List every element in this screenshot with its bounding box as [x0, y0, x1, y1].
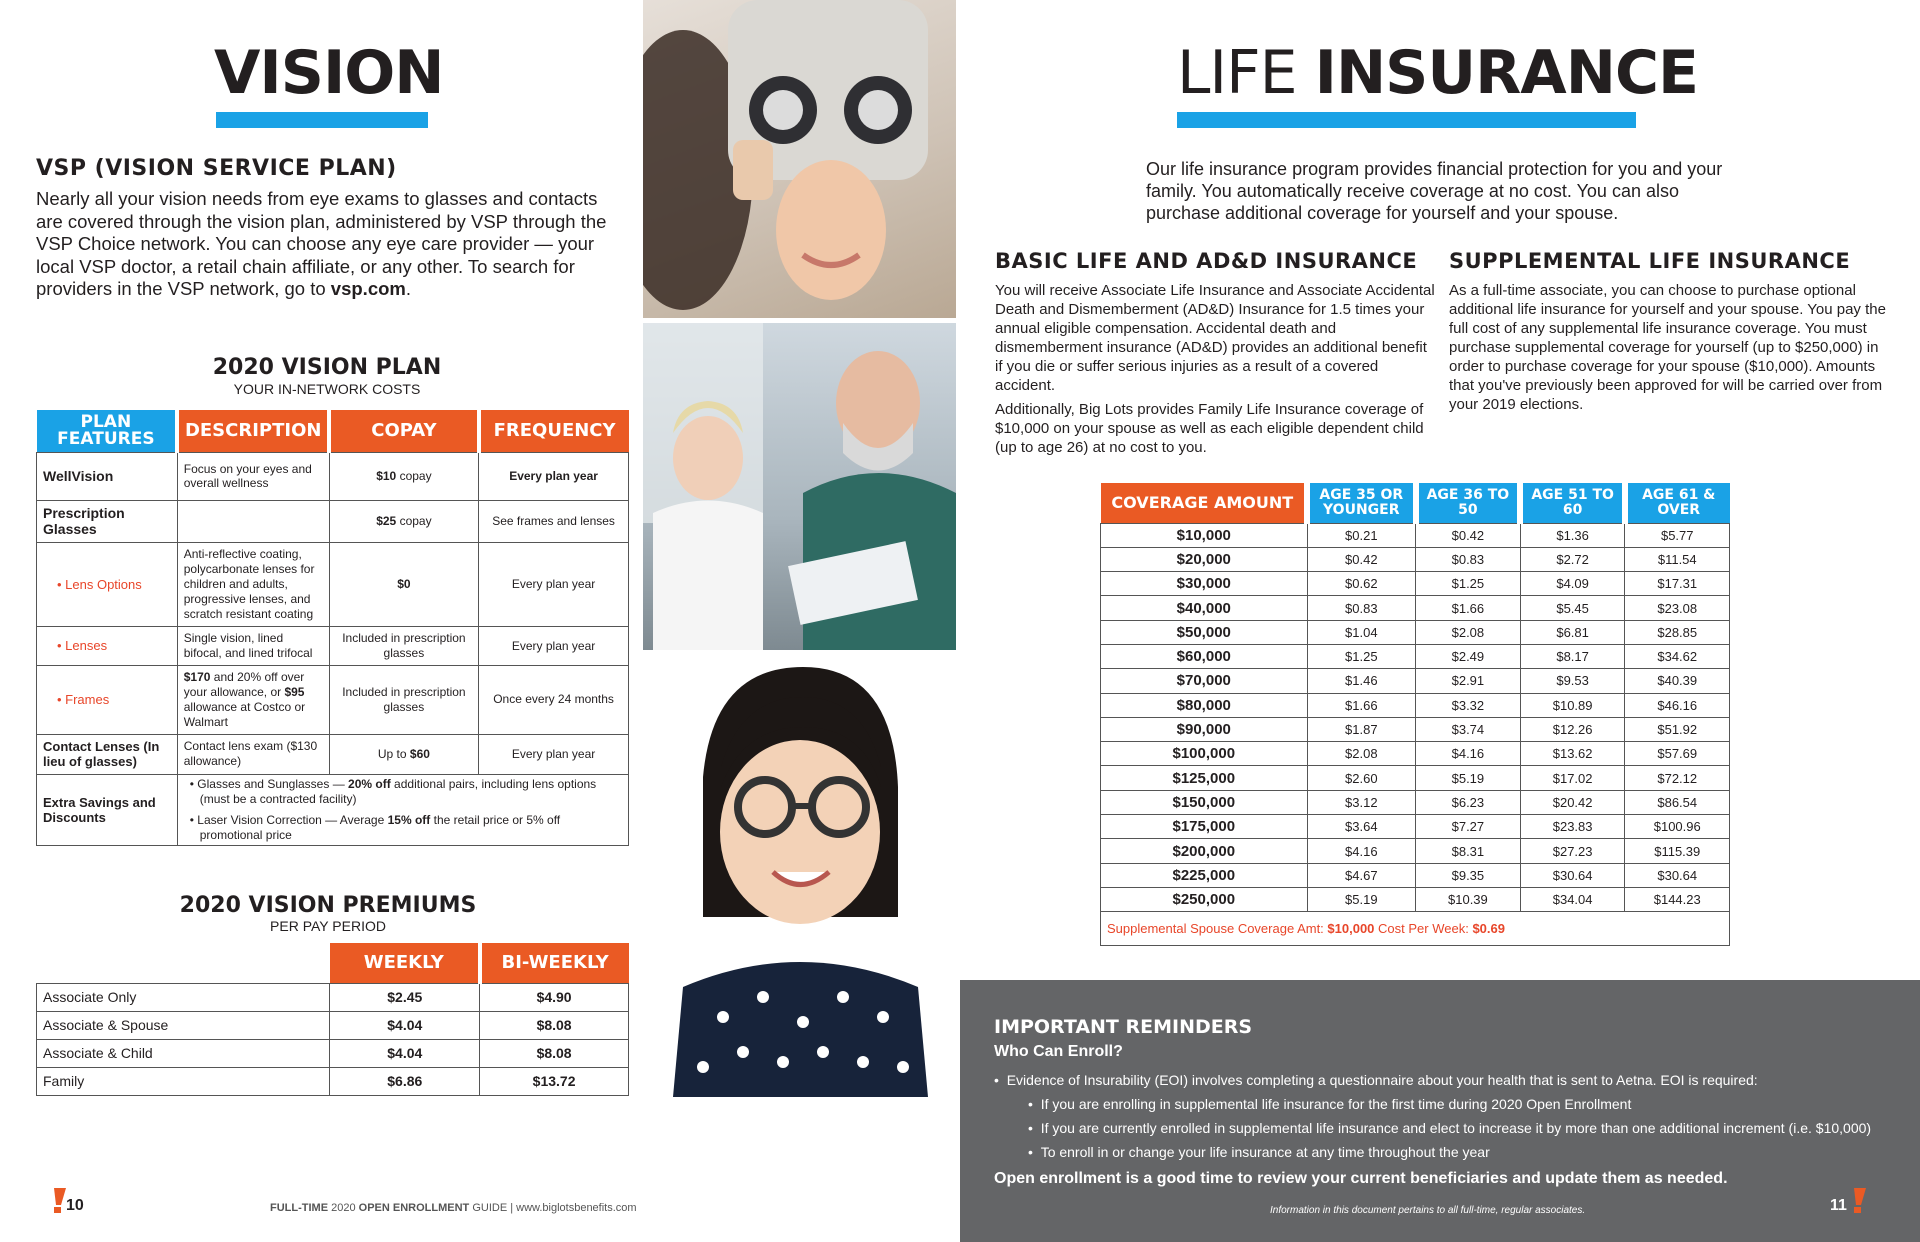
rate-cell: $1.66	[1307, 693, 1415, 717]
premiums-title: 2020 VISION PREMIUMS	[179, 893, 477, 918]
rate-cell: $4.16	[1307, 839, 1415, 863]
table-row	[1101, 547, 1730, 571]
rate-cell: $100.96	[1625, 815, 1730, 839]
rate-cell: $28.85	[1625, 620, 1730, 644]
rate-cell: $13.62	[1520, 742, 1625, 766]
intro-paragraph: Nearly all your vision needs from eye exams to glasses and contacts are covered through the vision plan, administered by VSP through the VSP Choice network. You can choose any eye care provider — your local VSP doctor, a retail chain affiliate, or any other. To search for providers in the VSP network, go to vsp.com.	[36, 188, 607, 299]
rate-cell: $2.49	[1416, 644, 1521, 668]
rate-cell: $0.21	[1307, 523, 1415, 547]
important-reminders	[960, 980, 1920, 1242]
rate-cell: $8.17	[1520, 644, 1625, 668]
page-title-life: LIFE INSURANCE	[1177, 38, 1698, 108]
col-header-frequency: FREQUENCY	[479, 410, 629, 452]
rate-cell: $27.23	[1520, 839, 1625, 863]
coverage-amount: $10,000	[1101, 523, 1308, 547]
col-header-age-61: AGE 61 & OVER	[1625, 483, 1730, 523]
rate-cell: $2.91	[1416, 669, 1521, 693]
rate-cell: $51.92	[1625, 717, 1730, 741]
table-row: Prescription Glasses $25 copay See frames and lenses	[37, 500, 629, 542]
rate-cell: $1.36	[1520, 523, 1625, 547]
reminders-heading: IMPORTANT REMINDERS	[994, 1016, 1253, 1038]
coverage-amount: $100,000	[1101, 742, 1308, 766]
rate-cell: $0.83	[1307, 596, 1415, 620]
reminders-closing: Open enrollment is a good time to review your current beneficiaries and update them as needed.	[994, 1170, 1728, 1187]
life-intro: Our life insurance program provides financial protection for you and your family. You automatically receive coverage at no cost. You can also purchase additional coverage for yourself and your spouse.	[1146, 159, 1723, 223]
rate-cell: $34.62	[1625, 644, 1730, 668]
rate-cell: $30.64	[1520, 863, 1625, 887]
coverage-amount: $175,000	[1101, 815, 1308, 839]
basic-life-p2: Additionally, Big Lots provides Family Life Insurance coverage of $10,000 on your spouse as well as each eligible dependent child (up to age 26) at no cost to you.	[995, 401, 1424, 456]
disclaimer: Information in this document pertains to all full-time, regular associates.	[1270, 1205, 1586, 1216]
rate-cell: $2.08	[1307, 742, 1415, 766]
table-row	[1101, 572, 1730, 596]
rate-cell: $0.62	[1307, 572, 1415, 596]
table-row	[1101, 620, 1730, 644]
rate-cell: $17.02	[1520, 766, 1625, 790]
table-row: Associate & Child $4.04 $8.08	[37, 1039, 629, 1067]
col-header-copay: COPAY	[329, 410, 478, 452]
table-row: Extra Savings and Discounts • Glasses and Sunglasses — 20% off additional pairs, including lens options (must be a contracted facility) • Laser Vision Correction — Average 15% off the retail price or 5% off promotional price	[37, 774, 629, 845]
table-row	[1101, 669, 1730, 693]
rate-cell: $1.25	[1307, 644, 1415, 668]
rate-cell: $1.66	[1416, 596, 1521, 620]
basic-life-p1: You will receive Associate Life Insurance and Associate Accidental Death and Dismemberment (AD&D) Insurance for 1.5 times your annual eligible compensation. Accidental death and dismemberment insurance (AD&D) provides an additional benefit if you die or suffer serious injuries as a result of a covered accident.	[995, 282, 1435, 394]
rate-cell: $1.04	[1307, 620, 1415, 644]
coverage-amount: $90,000	[1101, 717, 1308, 741]
section-heading: VSP (VISION SERVICE PLAN)	[36, 156, 397, 181]
coverage-amount: $70,000	[1101, 669, 1308, 693]
photo-child	[643, 657, 956, 1097]
table-row	[1101, 717, 1730, 741]
footer-guide: FULL-TIME 2020 OPEN ENROLLMENT GUIDE | www.biglotsbenefits.com	[270, 1202, 637, 1214]
rate-cell: $5.19	[1307, 887, 1415, 911]
table-row: Associate & Spouse $4.04 $8.08	[37, 1011, 629, 1039]
rate-cell: $8.31	[1416, 839, 1521, 863]
table-row	[1101, 790, 1730, 814]
col-header-age-51-60: AGE 51 TO 60	[1520, 483, 1625, 523]
col-header-coverage: COVERAGE AMOUNT	[1101, 483, 1308, 523]
coverage-amount: $60,000	[1101, 644, 1308, 668]
brand-mark-icon	[52, 1188, 66, 1219]
spouse-coverage-note: Supplemental Spouse Coverage Amt: $10,000 Cost Per Week: $0.69	[1101, 912, 1730, 946]
rate-cell: $3.12	[1307, 790, 1415, 814]
page-title: VISION	[214, 38, 444, 108]
supplemental-p1: As a full-time associate, you can choose to purchase optional additional life insurance for yourself and your spouse. You pay the full cost of any supplemental life insurance coverage. You must purchase supplemental coverage for yourself (up to $250,000) in order to purchase coverage for your spouse ($10,000). Amounts that you've previously been approved for will be carried over from your 2019 elections.	[1449, 282, 1886, 413]
table-row: • Lens Options Anti-reflective coating, polycarbonate lenses for children and adults, progressive lenses, and scratch resistant coating $0 Every plan year	[37, 542, 629, 626]
coverage-amount: $50,000	[1101, 620, 1308, 644]
rate-cell: $115.39	[1625, 839, 1730, 863]
col-header-weekly: WEEKLY	[330, 943, 480, 983]
table-row	[1101, 644, 1730, 668]
coverage-amount: $225,000	[1101, 863, 1308, 887]
rate-cell: $23.83	[1520, 815, 1625, 839]
coverage-amount: $30,000	[1101, 572, 1308, 596]
plan-table-subtitle: YOUR IN-NETWORK COSTS	[233, 381, 421, 397]
rate-cell: $5.19	[1416, 766, 1521, 790]
rate-cell: $72.12	[1625, 766, 1730, 790]
page-number: 10	[66, 1197, 84, 1214]
rate-cell: $17.31	[1625, 572, 1730, 596]
table-row: • Lenses Single vision, lined bifocal, and lined trifocal Included in prescription glasses Every plan year	[37, 626, 629, 665]
rate-cell: $4.16	[1416, 742, 1521, 766]
reminders-subheading: Who Can Enroll?	[994, 1043, 1123, 1060]
coverage-amount: $40,000	[1101, 596, 1308, 620]
rate-cell: $12.26	[1520, 717, 1625, 741]
rate-cell: $34.04	[1520, 887, 1625, 911]
premiums-subtitle: PER PAY PERIOD	[270, 918, 386, 934]
table-row	[1101, 863, 1730, 887]
list-item: • If you are currently enrolled in supplemental life insurance and elect to increase it by more than one additional increment (i.e. $10,000)	[1028, 1120, 1872, 1136]
rate-cell: $9.35	[1416, 863, 1521, 887]
rate-cell: $20.42	[1520, 790, 1625, 814]
list-item: • If you are enrolling in supplemental life insurance for the first time during 2020 Open Enrollment	[1028, 1096, 1632, 1112]
table-row: WellVision Focus on your eyes and overall wellness $10 copay Every plan year	[37, 452, 629, 500]
table-row	[1101, 693, 1730, 717]
rate-cell: $2.08	[1416, 620, 1521, 644]
table-row: Associate Only $2.45 $4.90	[37, 983, 629, 1011]
title-underline-life	[1177, 112, 1636, 128]
coverage-amount: $200,000	[1101, 839, 1308, 863]
photo-eye-exam	[643, 0, 956, 318]
supplemental-heading: SUPPLEMENTAL LIFE INSURANCE	[1449, 249, 1851, 273]
rate-cell: $86.54	[1625, 790, 1730, 814]
table-row	[1101, 815, 1730, 839]
coverage-amount: $150,000	[1101, 790, 1308, 814]
rate-cell: $6.23	[1416, 790, 1521, 814]
rate-cell: $23.08	[1625, 596, 1730, 620]
page-number-right: 11	[1830, 1197, 1847, 1214]
rate-cell: $57.69	[1625, 742, 1730, 766]
rate-cell: $0.42	[1416, 523, 1521, 547]
table-row	[1101, 887, 1730, 911]
rate-cell: $4.09	[1520, 572, 1625, 596]
rate-cell: $0.42	[1307, 547, 1415, 571]
table-row	[1101, 839, 1730, 863]
rate-cell: $144.23	[1625, 887, 1730, 911]
rate-cell: $5.45	[1520, 596, 1625, 620]
vision-plan-table	[36, 410, 629, 846]
rate-cell: $9.53	[1520, 669, 1625, 693]
rate-cell: $0.83	[1416, 547, 1521, 571]
table-row	[1101, 596, 1730, 620]
rate-cell: $3.74	[1416, 717, 1521, 741]
list-item: • To enroll in or change your life insurance at any time throughout the year	[1028, 1144, 1490, 1160]
table-row: Family $6.86 $13.72	[37, 1067, 629, 1095]
rate-cell: $1.25	[1416, 572, 1521, 596]
right-page	[960, 0, 1920, 1242]
rate-cell: $3.32	[1416, 693, 1521, 717]
table-row: Contact Lenses (In lieu of glasses) Contact lens exam ($130 allowance) Up to $60 Every plan year	[37, 734, 629, 774]
basic-life-heading: BASIC LIFE AND AD&D INSURANCE	[995, 249, 1418, 273]
coverage-amount: $20,000	[1101, 547, 1308, 571]
col-header-description: DESCRIPTION	[177, 410, 329, 452]
col-header-biweekly: BI-WEEKLY	[480, 943, 629, 983]
table-row: • Frames $170 and 20% off over your allowance, or $95 allowance at Costco or Walmart Included in prescription glasses Once every 24 months	[37, 665, 629, 734]
rate-cell: $10.89	[1520, 693, 1625, 717]
rate-cell: $1.87	[1307, 717, 1415, 741]
vsp-link[interactable]: vsp.com	[330, 278, 406, 299]
life-rates-table	[1100, 483, 1730, 946]
rate-cell: $4.67	[1307, 863, 1415, 887]
rate-cell: $10.39	[1416, 887, 1521, 911]
rate-cell: $3.64	[1307, 815, 1415, 839]
coverage-amount: $125,000	[1101, 766, 1308, 790]
col-header-plan-features: PLAN FEATURES	[37, 410, 178, 452]
rate-cell: $7.27	[1416, 815, 1521, 839]
plan-table-title: 2020 VISION PLAN	[212, 355, 442, 380]
table-row	[1101, 766, 1730, 790]
brand-mark-icon	[1852, 1188, 1866, 1219]
col-header-age-36-50: AGE 36 TO 50	[1416, 483, 1521, 523]
rate-cell: $1.46	[1307, 669, 1415, 693]
rate-cell: $2.60	[1307, 766, 1415, 790]
premiums-table	[36, 943, 629, 1096]
title-underline	[216, 112, 428, 128]
rate-cell: $6.81	[1520, 620, 1625, 644]
rate-cell: $11.54	[1625, 547, 1730, 571]
table-row	[1101, 523, 1730, 547]
rate-cell: $30.64	[1625, 863, 1730, 887]
table-row	[1101, 742, 1730, 766]
photo-optician	[643, 323, 956, 650]
coverage-amount: $250,000	[1101, 887, 1308, 911]
list-item: • Evidence of Insurability (EOI) involves completing a questionnaire about your health that is sent to Aetna. EOI is required:	[994, 1072, 1758, 1088]
rate-cell: $2.72	[1520, 547, 1625, 571]
col-header-age-35: AGE 35 OR YOUNGER	[1307, 483, 1415, 523]
rate-cell: $5.77	[1625, 523, 1730, 547]
rate-cell: $40.39	[1625, 669, 1730, 693]
coverage-amount: $80,000	[1101, 693, 1308, 717]
rate-cell: $46.16	[1625, 693, 1730, 717]
